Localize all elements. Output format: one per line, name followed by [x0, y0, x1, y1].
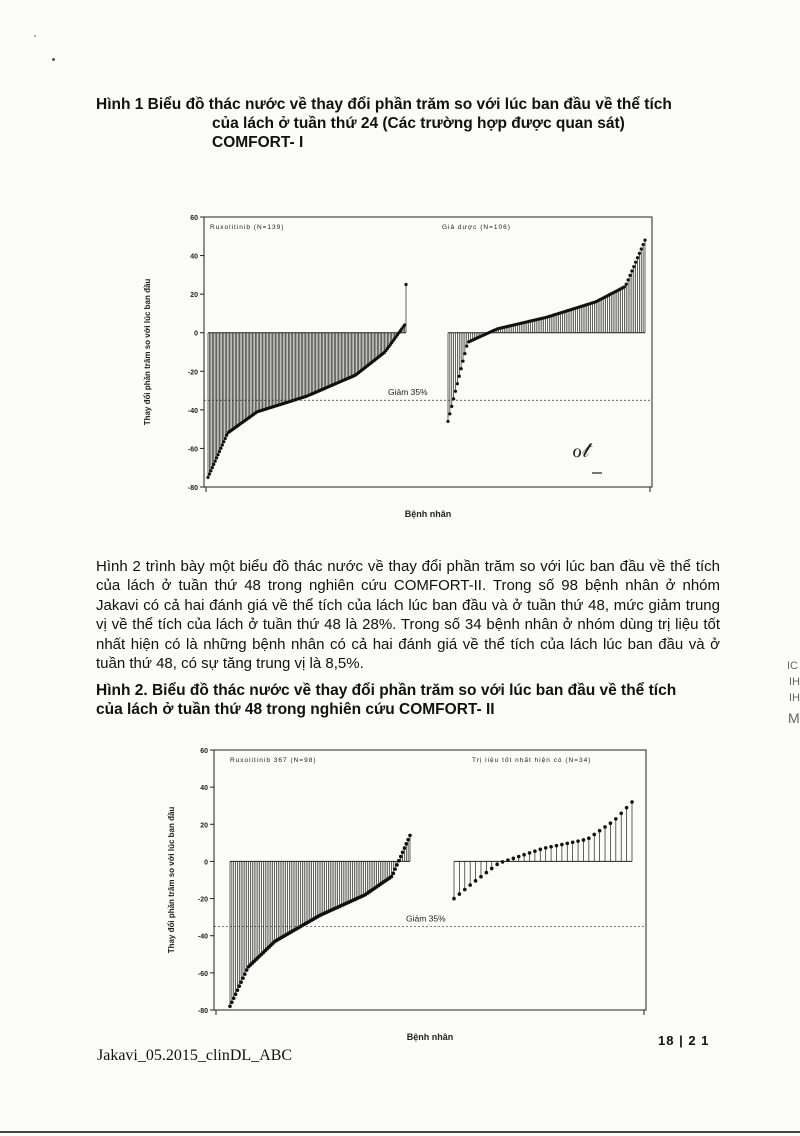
data-point	[463, 352, 466, 355]
data-point	[399, 855, 403, 859]
handwritten-initials: ℴ𝓉	[572, 437, 590, 462]
data-point	[216, 453, 219, 456]
data-point	[406, 838, 410, 842]
data-point	[642, 243, 645, 246]
data-point	[636, 256, 639, 259]
y-axis-label: Thay đổi phần trăm so với lúc ban đầu	[143, 278, 152, 426]
data-point	[619, 811, 623, 815]
data-point	[454, 390, 457, 393]
data-point	[234, 992, 238, 996]
y-tick-label: -40	[187, 407, 198, 415]
data-point	[461, 360, 464, 363]
data-point	[533, 849, 537, 853]
data-point	[625, 283, 628, 286]
data-point	[452, 897, 456, 901]
data-point	[630, 269, 633, 272]
data-point	[211, 466, 214, 469]
data-point	[458, 892, 462, 896]
data-point	[219, 447, 222, 450]
x-axis-label: Bệnh nhân	[404, 509, 452, 519]
figure-1-caption-line-2: của lách ở tuần thứ 24 (Các trường hợp được quan sát)	[212, 115, 625, 132]
data-point	[490, 867, 494, 871]
data-point	[576, 839, 580, 843]
data-point	[397, 859, 401, 863]
data-point	[236, 988, 240, 992]
edge-mark: IC	[787, 660, 798, 672]
data-point	[404, 842, 408, 846]
y-tick-label: 60	[190, 215, 198, 222]
data-point	[517, 855, 521, 859]
page-bottom-rule	[0, 1131, 800, 1133]
data-point	[221, 443, 224, 446]
data-point	[643, 239, 646, 242]
data-point	[395, 863, 399, 867]
scan-speck	[52, 58, 55, 61]
data-point	[465, 345, 468, 348]
data-point	[390, 875, 394, 879]
y-tick-label: 0	[204, 859, 208, 867]
figure-1-caption-line-1: Hình 1 Biểu đồ thác nước về thay đổi phần trăm so với lúc ban đầu về thể tích	[96, 96, 672, 113]
waterfall-chart-comfort-2	[160, 745, 660, 1040]
data-point	[404, 283, 407, 286]
data-point	[212, 463, 215, 466]
body-paragraph: Hình 2 trình bày một biểu đồ thác nước về thay đổi phần trăm so với lúc ban đầu về thể tích của lách ở tuần thứ 48 trong nghiên cứu COMFORT-II. Trong số 98 bệnh nhân ở nhóm Jakavi có cả hai đánh giá về thể tích của lách lúc ban đầu và ở tuần thứ 48, mức giảm trung vị về thể tích của lách ở tuần thứ 48 là 28%. Trong số 34 bệnh nhân ở nhóm dùng trị liệu tốt nhất hiện có là những bệnh nhân có cả hai đánh giá về thể tích của lách lúc ban đầu và ở tuần thứ 48, có sự tăng trung vị là 8,5%.	[96, 558, 720, 673]
figure-2-caption-line-1: Hình 2. Biểu đồ thác nước về thay đổi phần trăm so với lúc ban đầu về thể tích	[96, 682, 677, 699]
figure-2-caption	[96, 681, 716, 719]
figure-1-caption	[96, 95, 716, 152]
data-point	[222, 440, 225, 443]
y-tick-label: -60	[187, 446, 198, 454]
data-point	[401, 850, 405, 854]
y-tick-label: 0	[194, 330, 198, 338]
edge-mark: IH	[789, 692, 800, 704]
data-point	[485, 871, 489, 875]
data-point	[627, 278, 630, 281]
data-point	[539, 848, 543, 852]
y-tick-label: 60	[200, 748, 208, 755]
data-point	[208, 473, 211, 476]
waterfall-chart-comfort-1	[140, 212, 670, 522]
data-point	[458, 375, 461, 378]
data-point	[638, 252, 641, 255]
data-point	[206, 476, 209, 479]
data-point	[571, 840, 575, 844]
page-number: 18 | 2 1	[658, 1033, 710, 1048]
data-point	[544, 846, 548, 850]
data-point	[214, 460, 217, 463]
figure-2-caption-line-2: của lách ở tuần thứ 48 trong nghiên cứu COMFORT- II	[96, 701, 495, 718]
data-point	[549, 845, 553, 849]
data-point	[560, 843, 564, 847]
data-point	[224, 437, 227, 440]
data-point	[628, 274, 631, 277]
y-tick-label: -20	[187, 369, 198, 377]
data-point	[450, 405, 453, 408]
series-label: Giả dược (N=106)	[442, 224, 511, 231]
data-point	[391, 872, 395, 876]
data-point	[592, 833, 596, 837]
data-point	[403, 846, 407, 850]
data-point	[506, 858, 510, 862]
y-tick-label: 40	[190, 253, 198, 261]
data-point	[555, 844, 559, 848]
data-point	[218, 450, 221, 453]
data-point	[632, 265, 635, 268]
edge-mark: M	[788, 710, 800, 726]
data-point	[474, 879, 478, 883]
data-point	[228, 1004, 232, 1008]
data-point	[408, 834, 412, 838]
y-tick-label: 40	[200, 785, 208, 793]
data-point	[243, 972, 247, 976]
data-point	[634, 261, 637, 264]
data-point	[565, 842, 569, 846]
data-point	[522, 853, 526, 857]
data-point	[512, 857, 516, 861]
figure-1-caption-line-3: COMFORT- I	[212, 134, 304, 151]
document-id: Jakavi_05.2015_clinDL_ABC	[97, 1047, 293, 1064]
data-point	[640, 247, 643, 250]
y-axis-label: Thay đổi phần trăm so với lúc ban đầu	[167, 806, 176, 954]
series-label: Trị liệu tốt nhất hiện có (N=34)	[472, 757, 592, 764]
data-point	[456, 382, 459, 385]
data-point	[501, 860, 505, 864]
data-point	[603, 825, 607, 829]
data-point	[614, 817, 618, 821]
data-point	[582, 838, 586, 842]
data-point	[230, 1000, 234, 1004]
y-tick-label: -40	[197, 933, 208, 941]
data-point	[495, 863, 499, 867]
y-tick-label: -20	[197, 896, 208, 904]
data-point	[630, 800, 634, 804]
data-point	[237, 984, 241, 988]
data-point	[239, 980, 243, 984]
data-point	[245, 968, 249, 972]
y-tick-label: -80	[197, 1008, 208, 1015]
y-tick-label: -60	[197, 970, 208, 978]
data-point	[448, 412, 451, 415]
reference-annotation: Giảm 35%	[406, 913, 446, 924]
series-label: Ruxolitinib (N=139)	[210, 224, 285, 231]
edge-mark: IH	[789, 676, 800, 688]
y-tick-label: 20	[190, 292, 198, 300]
data-point	[479, 875, 483, 879]
plot-frame	[214, 750, 646, 1010]
data-point	[393, 867, 397, 871]
data-point	[209, 469, 212, 472]
data-point	[215, 456, 218, 459]
data-point	[446, 420, 449, 423]
data-point	[587, 836, 591, 840]
reference-annotation: Giảm 35%	[388, 387, 428, 398]
data-point	[468, 883, 472, 887]
data-point	[460, 367, 463, 370]
data-point	[598, 829, 602, 833]
data-point	[609, 821, 613, 825]
scan-speck	[34, 35, 36, 37]
series-label: Ruxolitinib 367 (N=98)	[230, 757, 317, 764]
x-axis-label: Bệnh nhân	[406, 1032, 454, 1042]
data-point	[232, 996, 236, 1000]
y-tick-label: -80	[187, 485, 198, 492]
data-point	[241, 976, 245, 980]
data-point	[463, 888, 467, 892]
y-tick-label: 20	[200, 822, 208, 830]
data-point	[625, 806, 629, 810]
data-point	[528, 851, 532, 855]
data-point	[623, 285, 626, 288]
